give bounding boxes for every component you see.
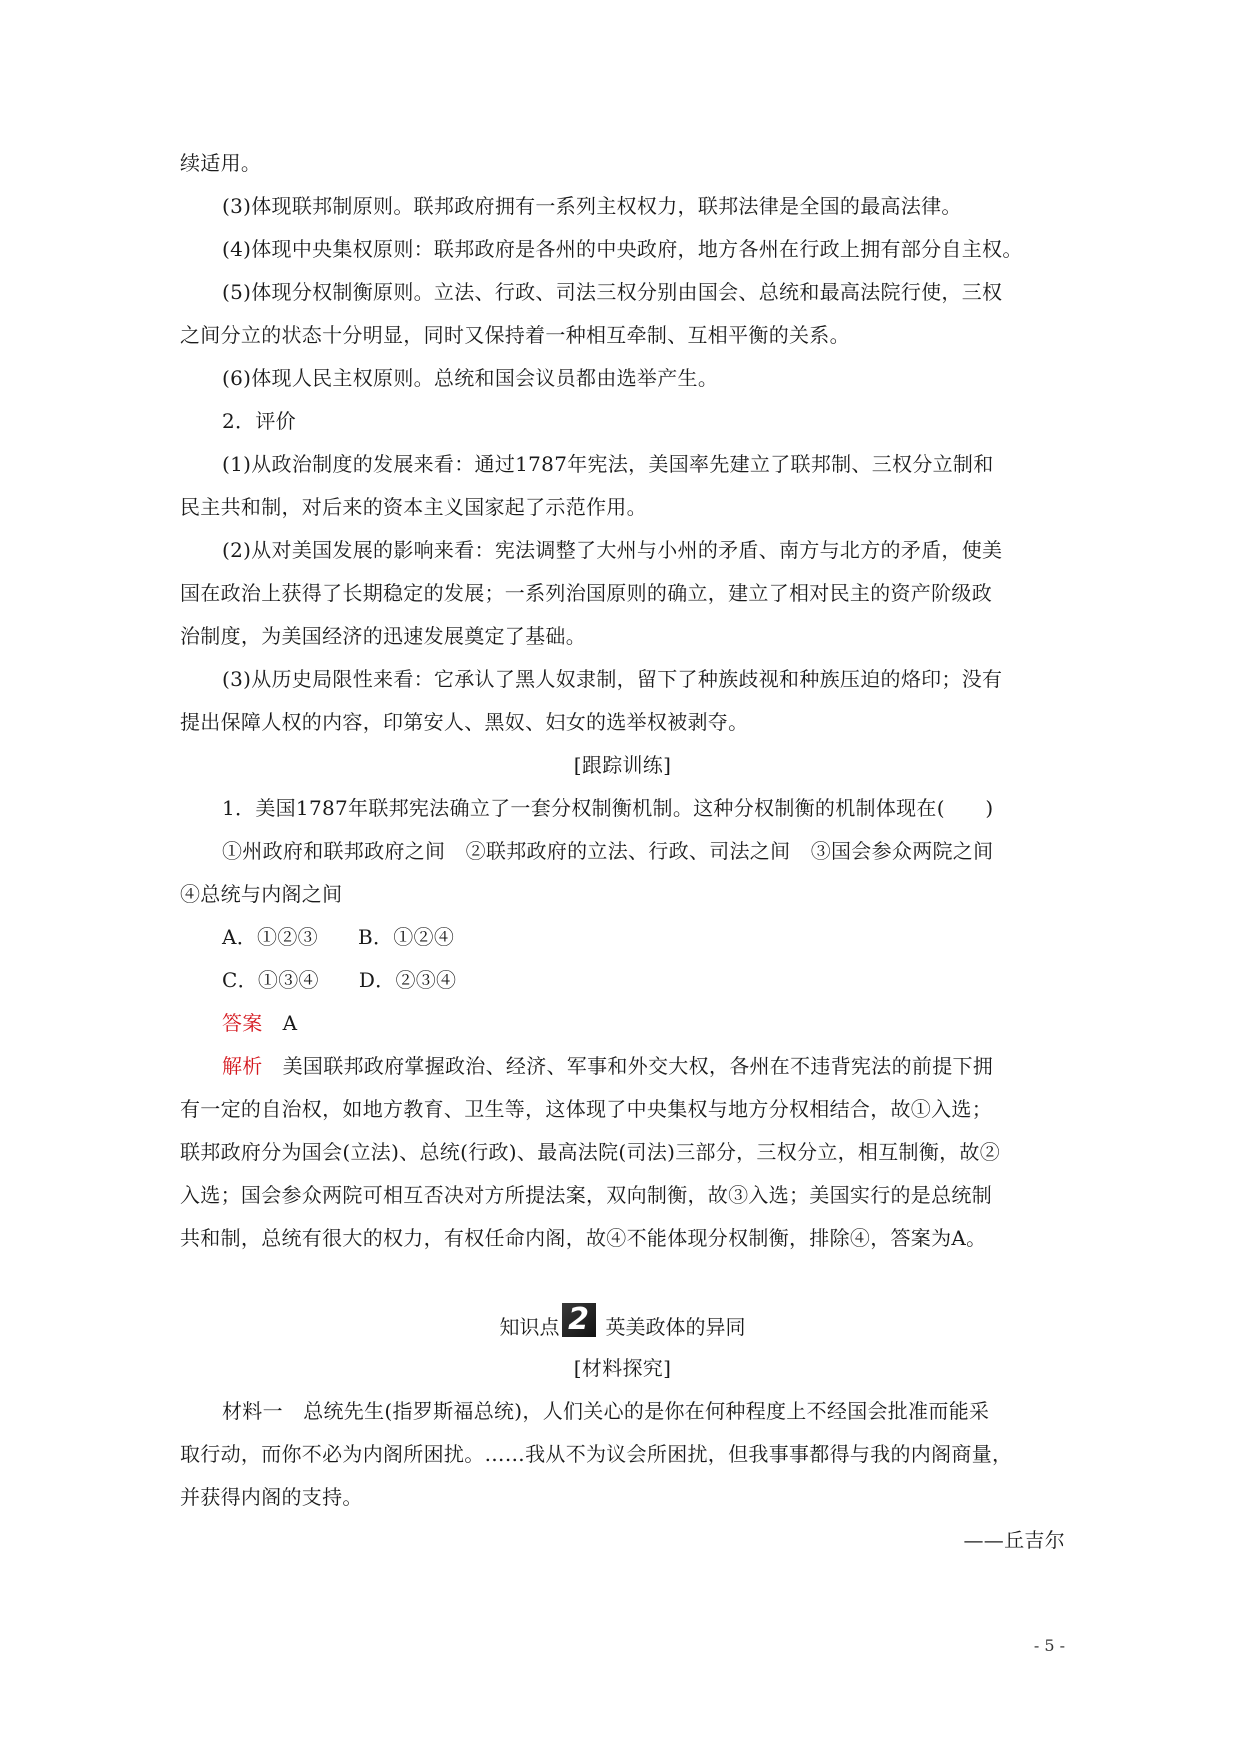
option-a: A．①②③ [222,925,318,949]
text-line: 续适用。 [180,151,262,175]
option-d: D．②③④ [358,968,457,992]
analysis-text: 美国联邦政府掌握政治、经济、军事和外交大权，各州在不违背宪法的前提下拥 [282,1054,994,1078]
text-line: (5)体现分权制衡原则。立法、行政、司法三权分别由国会、总统和最高法院行使，三权 [222,280,1003,304]
text-line: 之间分立的状态十分明显，同时又保持着一种相互牵制、互相平衡的关系。 [180,323,850,347]
options-row [180,959,1065,1002]
material-heading: [材料探究] [573,1356,672,1380]
material-line: 材料一 总统先生(指罗斯福总统)，人们关心的是你在何种程度上不经国会批准而能采 [222,1399,990,1423]
text-line: 治制度，为美国经济的迅速发展奠定了基础。 [180,624,586,648]
text-line: (6)体现人民主权原则。总统和国会议员都由选举产生。 [222,366,719,390]
answer-line [180,1002,1065,1045]
analysis-line: 入选；国会参众两院可相互否决对方所提法案，双向制衡，故③入选；美国实行的是总统制 [180,1183,992,1207]
answer-label: 答案 [222,1011,263,1035]
options-row [180,916,1065,959]
knowledge-point-title [180,1304,1065,1347]
question-statements: ④总统与内阁之间 [180,882,343,906]
knowledge-point-prefix: 知识点 [499,1315,560,1339]
option-b: B．①②④ [357,925,455,949]
text-line: 提出保障人权的内容，印第安人、黑奴、妇女的选举权被剥夺。 [180,710,749,734]
text-line: (3)体现联邦制原则。联邦政府拥有一系列主权权力，联邦法律是全国的最高法律。 [222,194,962,218]
text-line: (2)从对美国发展的影响来看：宪法调整了大州与小州的矛盾、南方与北方的矛盾，使美 [222,538,1003,562]
page-number: - 5 - [1033,1636,1065,1655]
text-line: 民主共和制，对后来的资本主义国家起了示范作用。 [180,495,647,519]
analysis-line: 共和制，总统有很大的权力，有权任命内阁，故④不能体现分权制衡，排除④，答案为A。 [180,1226,987,1250]
question-statements: ①州政府和联邦政府之间 ②联邦政府的立法、行政、司法之间 ③国会参众两院之间 [222,839,994,863]
text-line: (4)体现中央集权原则：联邦政府是各州的中央政府，地方各州在行政上拥有部分自主权。 [222,237,1023,261]
answer-value: A [282,1011,298,1035]
spacer [180,1260,1065,1304]
text-line: 国在政治上获得了长期稳定的发展；一系列治国原则的确立，建立了相对民主的资产阶级政 [180,581,992,605]
material-line: 并获得内阁的支持。 [180,1485,363,1509]
knowledge-point-number-badge: 2 [562,1303,596,1337]
analysis-line: 联邦政府分为国会(立法)、总统(行政)、最高法院(司法)三部分，三权分立，相互制衡，故② [180,1140,1001,1164]
material-line: 取行动，而你不必为内阁所困扰。……我从不为议会所困扰，但我事事都得与我的内阁商量， [180,1442,1013,1466]
material-attribution: ——丘吉尔 [963,1528,1065,1552]
text-line: (3)从历史局限性来看：它承认了黑人奴隶制，留下了种族歧视和种族压迫的烙印；没有 [222,667,1003,691]
analysis-label: 解析 [222,1054,263,1078]
option-c: C．①③④ [222,968,319,992]
document-body [180,142,1065,1562]
analysis-line [180,1045,1065,1088]
analysis-line: 有一定的自治权，如地方教育、卫生等，这体现了中央集权与地方分权相结合，故①入选； [180,1097,992,1121]
question-stem: 1．美国1787年联邦宪法确立了一套分权制衡机制。这种分权制衡的机制体现在( ) [222,796,994,820]
text-line: (1)从政治制度的发展来看：通过1787年宪法，美国率先建立了联邦制、三权分立制和 [222,452,994,476]
knowledge-point-topic: 英美政体的异同 [605,1315,746,1339]
section-heading: 2．评价 [222,409,296,433]
training-heading: [跟踪训练] [573,753,672,777]
